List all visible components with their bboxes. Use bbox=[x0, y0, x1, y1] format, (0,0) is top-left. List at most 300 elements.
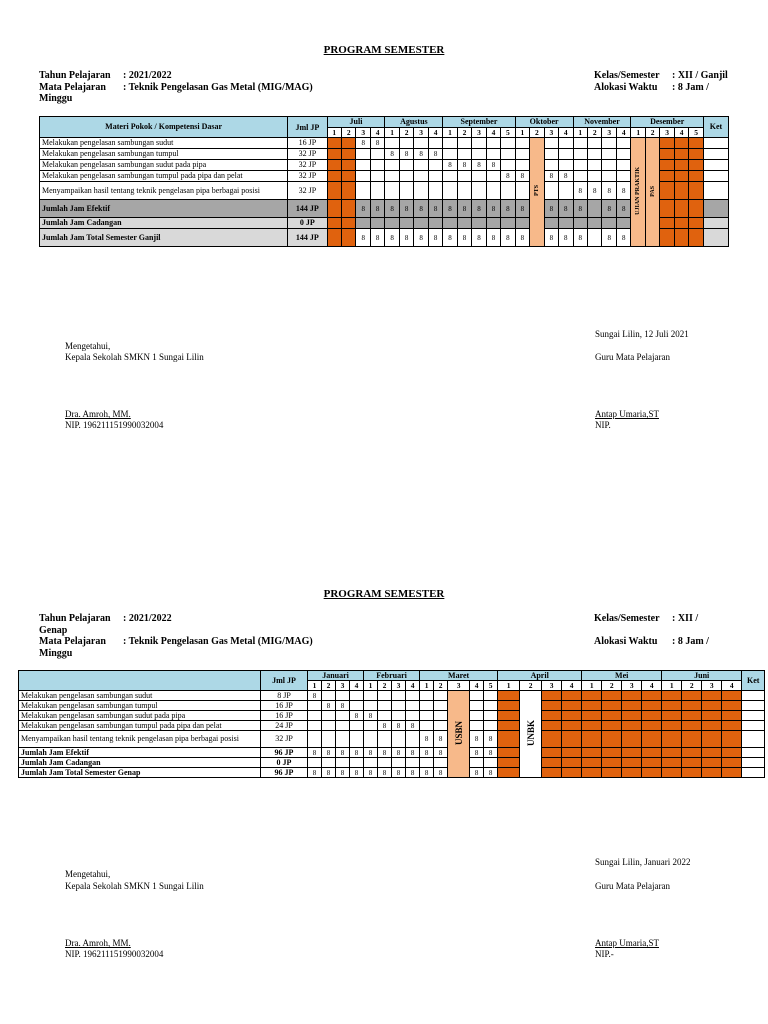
sem2-week-cell: 8 bbox=[470, 748, 484, 758]
sem1-ket-cell bbox=[703, 218, 728, 229]
sem2-week-cell: 8 bbox=[434, 731, 448, 748]
sem2-week-cell bbox=[406, 711, 420, 721]
sem1-week-cell bbox=[660, 138, 674, 149]
sem1-week-cell bbox=[559, 218, 573, 229]
sem1-week-cell: 8 bbox=[515, 200, 529, 218]
sem2-week-header: 2 bbox=[322, 681, 336, 691]
sem1-month-november: November bbox=[573, 117, 631, 128]
sem1-week-cell bbox=[457, 138, 471, 149]
sem2-month-februari: Februari bbox=[364, 671, 420, 681]
sem2-week-cell bbox=[622, 711, 642, 721]
sem2-kepala-nip: NIP. 196211151990032004 bbox=[65, 949, 164, 959]
sem1-week-cell: 8 bbox=[414, 229, 428, 247]
sem2-week-header: 1 bbox=[498, 681, 520, 691]
sem1-summary-label: Jumlah Jam Total Semester Ganjil bbox=[40, 229, 288, 247]
sem2-week-cell bbox=[322, 721, 336, 731]
sem2-week-cell bbox=[602, 758, 622, 768]
sem2-week-cell bbox=[364, 758, 378, 768]
sem1-week-cell: 8 bbox=[602, 200, 616, 218]
sem1-week-header: 3 bbox=[356, 128, 370, 138]
sem1-week-header: 2 bbox=[588, 128, 602, 138]
sem1-week-cell bbox=[689, 149, 704, 160]
sem2-month-januari: Januari bbox=[308, 671, 364, 681]
sem2-guru-nip: NIP.- bbox=[595, 949, 614, 959]
sem2-week-cell bbox=[336, 758, 350, 768]
sem2-week-header: 3 bbox=[542, 681, 562, 691]
sem1-week-cell bbox=[602, 160, 616, 171]
sem1-materi-cell: Melakukan pengelasan sambungan tumpul bbox=[40, 149, 288, 160]
sem2-week-cell bbox=[582, 731, 602, 748]
sem1-month-september: September bbox=[443, 117, 515, 128]
sem1-week-cell bbox=[472, 171, 486, 182]
sem2-week-cell bbox=[484, 721, 498, 731]
sem1-week-header: 1 bbox=[385, 128, 399, 138]
sem2-week-cell bbox=[350, 731, 364, 748]
sem1-week-cell bbox=[356, 218, 370, 229]
sem1-week-cell bbox=[486, 182, 500, 200]
sem2-week-cell bbox=[682, 721, 702, 731]
sem2-week-cell bbox=[642, 701, 662, 711]
sem2-week-cell: 8 bbox=[392, 721, 406, 731]
sem2-week-cell: 8 bbox=[470, 768, 484, 778]
sem2-ket-cell bbox=[742, 711, 765, 721]
sem2-week-cell bbox=[642, 711, 662, 721]
sem1-week-cell bbox=[341, 218, 355, 229]
sem1-week-cell bbox=[588, 229, 602, 247]
sem2-week-cell bbox=[642, 731, 662, 748]
sem1-week-cell bbox=[660, 149, 674, 160]
sem2-jp-cell: 24 JP bbox=[261, 721, 308, 731]
sem1-jp-cell: 0 JP bbox=[288, 218, 327, 229]
sem1-pas-label: PAS bbox=[649, 185, 656, 197]
sem2-week-header: 1 bbox=[662, 681, 682, 691]
sem2-week-cell bbox=[322, 731, 336, 748]
sem2-week-cell: 8 bbox=[364, 768, 378, 778]
sem1-jp-cell: 144 JP bbox=[288, 229, 327, 247]
sem1-week-cell bbox=[515, 182, 529, 200]
sem1-week-cell bbox=[674, 160, 688, 171]
sem1-week-header: 3 bbox=[660, 128, 674, 138]
sem2-week-cell bbox=[542, 691, 562, 701]
sem2-week-header: 3 bbox=[448, 681, 470, 691]
sem2-week-cell bbox=[582, 758, 602, 768]
sem2-guru-name: Antap Umaria,ST bbox=[595, 938, 659, 948]
sem1-week-cell: 8 bbox=[428, 149, 442, 160]
sem2-week-cell bbox=[582, 691, 602, 701]
sem1-week-cell bbox=[472, 149, 486, 160]
sem2-col-ket: Ket bbox=[742, 671, 765, 691]
sem2-week-cell bbox=[434, 711, 448, 721]
sem1-materi-cell: Menyampaikan hasil tentang teknik pengelasan pipa berbagai posisi bbox=[40, 182, 288, 200]
sem2-week-cell bbox=[642, 768, 662, 778]
sem1-week-cell: 8 bbox=[515, 229, 529, 247]
sem2-alokasi-value: : 8 Jam / bbox=[672, 636, 709, 647]
sem1-week-cell bbox=[660, 171, 674, 182]
sem2-week-cell: 8 bbox=[378, 721, 392, 731]
sem2-week-cell bbox=[682, 711, 702, 721]
sem1-week-cell bbox=[588, 138, 602, 149]
sem1-guru: Guru Mata Pelajaran bbox=[595, 352, 670, 362]
sem2-week-cell bbox=[702, 768, 722, 778]
sem1-week-cell: 8 bbox=[544, 229, 558, 247]
sem1-tahun-label: Tahun Pelajaran bbox=[39, 70, 111, 81]
sem2-week-cell bbox=[722, 711, 742, 721]
sem1-week-cell bbox=[385, 218, 399, 229]
sem1-week-cell: 8 bbox=[515, 171, 529, 182]
sem1-mapel-value: : Teknik Pengelasan Gas Metal (MIG/MAG) bbox=[123, 81, 313, 93]
sem2-week-cell bbox=[722, 721, 742, 731]
sem1-week-cell bbox=[544, 182, 558, 200]
sem2-mapel-label: Mata Pelajaran bbox=[39, 636, 106, 647]
sem2-week-cell bbox=[642, 721, 662, 731]
sem1-week-cell bbox=[616, 138, 631, 149]
sem1-week-cell bbox=[443, 182, 457, 200]
sem2-tahun-label: Tahun Pelajaran bbox=[39, 613, 111, 624]
sem1-week-cell bbox=[674, 138, 688, 149]
sem1-week-cell: 8 bbox=[573, 229, 587, 247]
sem2-week-cell bbox=[470, 711, 484, 721]
sem1-week-cell: 8 bbox=[370, 200, 385, 218]
sem1-week-cell: 8 bbox=[428, 229, 442, 247]
sem1-week-cell: 8 bbox=[443, 200, 457, 218]
sem2-week-cell bbox=[582, 748, 602, 758]
sem2-week-cell bbox=[702, 748, 722, 758]
sem1-week-cell: 8 bbox=[486, 229, 500, 247]
sem1-alokasi-value: : 8 Jam / bbox=[672, 81, 709, 93]
sem1-week-cell: 8 bbox=[501, 171, 515, 182]
sem2-ket-cell bbox=[742, 768, 765, 778]
sem1-week-cell bbox=[327, 200, 341, 218]
sem2-week-cell bbox=[470, 758, 484, 768]
sem1-week-cell: 8 bbox=[370, 138, 385, 149]
sem2-week-cell: 8 bbox=[308, 768, 322, 778]
sem1-week-cell bbox=[443, 138, 457, 149]
sem2-month-mei: Mei bbox=[582, 671, 662, 681]
sem1-week-cell bbox=[660, 160, 674, 171]
sem1-week-header: 2 bbox=[457, 128, 471, 138]
sem1-week-cell bbox=[327, 182, 341, 200]
sem2-week-cell: 8 bbox=[392, 748, 406, 758]
sem1-week-cell bbox=[443, 171, 457, 182]
sem2-week-cell bbox=[392, 758, 406, 768]
sem2-week-cell bbox=[406, 691, 420, 701]
sem1-week-cell: 8 bbox=[602, 182, 616, 200]
sem2-week-cell bbox=[642, 691, 662, 701]
sem1-week-header: 2 bbox=[645, 128, 659, 138]
sem2-week-cell bbox=[722, 748, 742, 758]
sem1-week-cell bbox=[443, 149, 457, 160]
sem1-jp-cell: 32 JP bbox=[288, 160, 327, 171]
sem2-week-cell bbox=[602, 721, 622, 731]
sem2-week-cell bbox=[392, 731, 406, 748]
sem2-week-cell bbox=[542, 701, 562, 711]
sem1-week-cell: 8 bbox=[472, 200, 486, 218]
sem2-week-cell bbox=[322, 711, 336, 721]
sem1-week-header: 3 bbox=[414, 128, 428, 138]
sem1-mengetahui: Mengetahui, bbox=[65, 341, 111, 351]
sem1-week-cell bbox=[428, 138, 442, 149]
sem2-materi-cell: Melakukan pengelasan sambungan tumpul pada pipa dan pelat bbox=[19, 721, 261, 731]
sem1-week-cell bbox=[602, 138, 616, 149]
sem1-week-cell: 8 bbox=[472, 160, 486, 171]
sem2-week-cell: 8 bbox=[420, 748, 434, 758]
sem2-week-cell bbox=[682, 748, 702, 758]
sem2-week-cell bbox=[622, 768, 642, 778]
sem1-week-cell bbox=[399, 218, 413, 229]
sem1-week-cell bbox=[616, 171, 631, 182]
sem1-week-cell: 8 bbox=[501, 200, 515, 218]
sem1-title: PROGRAM SEMESTER bbox=[323, 44, 445, 56]
sem1-week-cell bbox=[457, 218, 471, 229]
sem1-week-cell bbox=[356, 182, 370, 200]
sem1-week-cell bbox=[341, 200, 355, 218]
sem2-week-cell bbox=[350, 691, 364, 701]
sem2-week-cell: 8 bbox=[484, 768, 498, 778]
sem2-week-header: 3 bbox=[622, 681, 642, 691]
sem1-week-cell bbox=[573, 171, 587, 182]
sem1-week-cell bbox=[370, 218, 385, 229]
sem1-week-cell bbox=[573, 160, 587, 171]
sem1-week-header: 1 bbox=[631, 128, 645, 138]
sem2-week-cell bbox=[308, 731, 322, 748]
sem2-week-cell: 8 bbox=[484, 748, 498, 758]
sem1-week-cell: 8 bbox=[428, 200, 442, 218]
sem2-week-cell bbox=[308, 701, 322, 711]
sem2-week-header: 4 bbox=[350, 681, 364, 691]
sem1-week-cell bbox=[399, 171, 413, 182]
sem2-ket-cell bbox=[742, 721, 765, 731]
sem1-week-cell bbox=[689, 218, 704, 229]
sem1-materi-cell: Melakukan pengelasan sambungan sudut bbox=[40, 138, 288, 149]
sem2-week-cell bbox=[434, 701, 448, 711]
sem1-week-cell bbox=[674, 200, 688, 218]
sem1-week-cell bbox=[341, 171, 355, 182]
sem1-week-cell: 8 bbox=[385, 149, 399, 160]
sem1-week-cell bbox=[385, 171, 399, 182]
sem2-week-cell: 8 bbox=[364, 748, 378, 758]
sem2-week-cell bbox=[434, 758, 448, 768]
sem1-week-cell bbox=[515, 218, 529, 229]
sem2-week-cell bbox=[470, 701, 484, 711]
sem2-week-cell bbox=[662, 701, 682, 711]
sem1-week-cell bbox=[660, 229, 674, 247]
sem1-week-header: 4 bbox=[674, 128, 688, 138]
sem2-ket-cell bbox=[742, 691, 765, 701]
sem2-week-cell bbox=[498, 701, 520, 711]
sem1-week-cell bbox=[544, 218, 558, 229]
sem2-week-cell bbox=[336, 731, 350, 748]
sem1-week-header: 4 bbox=[486, 128, 500, 138]
sem1-week-cell bbox=[414, 138, 428, 149]
sem2-week-header: 4 bbox=[406, 681, 420, 691]
sem1-kepala-nip: NIP. 196211151990032004 bbox=[65, 420, 164, 430]
sem2-week-cell bbox=[434, 721, 448, 731]
sem2-week-cell bbox=[542, 768, 562, 778]
sem1-week-cell: 8 bbox=[399, 200, 413, 218]
sem1-week-cell bbox=[559, 160, 573, 171]
sem2-jp-cell: 0 JP bbox=[261, 758, 308, 768]
sem2-week-cell bbox=[562, 711, 582, 721]
sem2-week-header: 2 bbox=[682, 681, 702, 691]
sem1-week-cell bbox=[501, 182, 515, 200]
sem2-week-header: 1 bbox=[308, 681, 322, 691]
sem1-week-cell bbox=[660, 182, 674, 200]
sem1-week-cell bbox=[660, 218, 674, 229]
sem1-week-cell bbox=[486, 218, 500, 229]
sem2-week-header: 1 bbox=[364, 681, 378, 691]
sem1-ket-cell bbox=[703, 171, 728, 182]
sem2-week-cell: 8 bbox=[392, 768, 406, 778]
sem1-week-cell bbox=[559, 182, 573, 200]
sem1-week-cell: 8 bbox=[414, 200, 428, 218]
sem1-week-cell bbox=[414, 218, 428, 229]
sem1-week-cell: 8 bbox=[385, 200, 399, 218]
sem1-schedule-table bbox=[39, 116, 729, 247]
sem1-week-cell: 8 bbox=[588, 182, 602, 200]
sem2-week-header: 2 bbox=[520, 681, 542, 691]
sem1-week-cell bbox=[341, 229, 355, 247]
sem2-week-cell bbox=[562, 701, 582, 711]
sem1-week-cell: 8 bbox=[602, 229, 616, 247]
sem2-week-header: 2 bbox=[378, 681, 392, 691]
sem1-ket-cell bbox=[703, 182, 728, 200]
sem1-place-date: Sungai Lilin, 12 Juli 2021 bbox=[595, 329, 689, 339]
sem2-week-header: 2 bbox=[602, 681, 622, 691]
sem1-week-cell bbox=[689, 138, 704, 149]
sem2-week-cell bbox=[562, 731, 582, 748]
sem1-week-cell: 8 bbox=[457, 200, 471, 218]
sem1-week-cell bbox=[385, 182, 399, 200]
sem2-week-cell: 8 bbox=[350, 768, 364, 778]
sem1-week-header: 4 bbox=[559, 128, 573, 138]
sem2-week-cell bbox=[378, 701, 392, 711]
sem2-header-right bbox=[594, 613, 709, 648]
sem2-week-header: 4 bbox=[722, 681, 742, 691]
sem2-week-cell bbox=[308, 758, 322, 768]
sem1-week-cell: 8 bbox=[399, 149, 413, 160]
sem2-week-cell bbox=[364, 701, 378, 711]
sem2-week-header: 1 bbox=[420, 681, 434, 691]
sem2-alokasi-label: Alokasi Waktu bbox=[594, 636, 658, 647]
sem2-week-cell: 8 bbox=[406, 748, 420, 758]
sem1-week-cell bbox=[327, 149, 341, 160]
sem1-jp-cell: 16 JP bbox=[288, 138, 327, 149]
sem1-header-right bbox=[594, 70, 728, 93]
sem2-week-cell bbox=[350, 758, 364, 768]
sem2-week-cell bbox=[662, 748, 682, 758]
sem2-week-cell: 8 bbox=[406, 768, 420, 778]
sem1-col-materi: Materi Pokok / Kompetensi Dasar bbox=[40, 117, 288, 138]
sem2-week-cell bbox=[470, 691, 484, 701]
sem2-week-cell: 8 bbox=[308, 691, 322, 701]
sem2-week-header: 5 bbox=[484, 681, 498, 691]
sem1-week-cell bbox=[341, 160, 355, 171]
sem2-week-cell bbox=[722, 768, 742, 778]
sem2-week-cell: 8 bbox=[322, 701, 336, 711]
sem2-week-cell bbox=[498, 721, 520, 731]
sem2-col-materi bbox=[19, 671, 261, 691]
sem2-week-cell bbox=[722, 691, 742, 701]
sem1-week-cell: 8 bbox=[559, 229, 573, 247]
sem1-week-cell bbox=[559, 149, 573, 160]
sem1-ket-cell bbox=[703, 160, 728, 171]
sem1-week-cell bbox=[501, 218, 515, 229]
sem1-kelas-value: : XII / Ganjil bbox=[672, 70, 728, 81]
sem1-week-cell bbox=[674, 149, 688, 160]
sem2-week-cell: 8 bbox=[336, 701, 350, 711]
sem1-week-cell: 8 bbox=[544, 171, 558, 182]
sem2-week-cell: 8 bbox=[420, 731, 434, 748]
sem1-week-cell bbox=[559, 138, 573, 149]
sem1-week-cell bbox=[370, 149, 385, 160]
sem2-mengetahui: Mengetahui, bbox=[65, 869, 111, 879]
sem1-week-cell bbox=[602, 171, 616, 182]
sem2-schedule-table bbox=[18, 670, 765, 778]
sem1-week-cell: 8 bbox=[457, 229, 471, 247]
sem1-week-cell bbox=[370, 160, 385, 171]
sem2-week-cell bbox=[542, 758, 562, 768]
sem2-week-cell: 8 bbox=[434, 768, 448, 778]
sem2-kelas-value: : XII / bbox=[672, 613, 699, 624]
sem2-week-cell bbox=[378, 758, 392, 768]
sem2-ket-cell bbox=[742, 701, 765, 711]
sem1-minggu: Minggu bbox=[39, 93, 73, 104]
sem1-week-cell bbox=[602, 149, 616, 160]
sem2-week-cell bbox=[498, 748, 520, 758]
sem2-week-cell bbox=[682, 701, 702, 711]
sem1-ujian-column bbox=[631, 138, 645, 247]
sem2-week-cell bbox=[406, 701, 420, 711]
sem1-week-cell bbox=[501, 149, 515, 160]
sem1-jp-cell: 144 JP bbox=[288, 200, 327, 218]
sem1-week-cell: 8 bbox=[443, 229, 457, 247]
sem1-week-cell bbox=[515, 149, 529, 160]
sem1-week-cell bbox=[544, 138, 558, 149]
sem1-ket-cell bbox=[703, 200, 728, 218]
sem2-unbk-label: UNBK bbox=[525, 719, 536, 746]
sem2-week-cell bbox=[702, 721, 722, 731]
sem1-week-cell bbox=[573, 149, 587, 160]
sem1-week-cell: 8 bbox=[486, 200, 500, 218]
sem2-week-header: 4 bbox=[562, 681, 582, 691]
sem1-week-cell: 8 bbox=[356, 138, 370, 149]
sem2-week-cell bbox=[350, 701, 364, 711]
sem1-ket-cell bbox=[703, 138, 728, 149]
sem1-pts-label: PTS bbox=[533, 185, 540, 197]
sem2-week-cell bbox=[392, 701, 406, 711]
sem2-week-cell bbox=[498, 711, 520, 721]
sem2-week-cell: 8 bbox=[434, 748, 448, 758]
sem1-mapel-label: Mata Pelajaran bbox=[39, 81, 106, 93]
sem1-week-header: 1 bbox=[327, 128, 341, 138]
sem2-week-cell bbox=[364, 691, 378, 701]
sem2-week-header: 3 bbox=[336, 681, 350, 691]
sem1-header-left bbox=[39, 70, 313, 105]
sem1-week-cell bbox=[399, 182, 413, 200]
sem2-week-cell: 8 bbox=[406, 721, 420, 731]
sem1-week-cell bbox=[515, 160, 529, 171]
sem2-week-cell bbox=[420, 711, 434, 721]
sem2-week-cell bbox=[622, 748, 642, 758]
sem2-week-cell bbox=[682, 758, 702, 768]
sem1-week-header: 3 bbox=[544, 128, 558, 138]
sem2-kepala-name: Dra. Amroh, MM. bbox=[65, 938, 131, 948]
sem1-week-cell bbox=[428, 171, 442, 182]
sem2-title: PROGRAM SEMESTER bbox=[323, 588, 445, 600]
sem2-week-cell bbox=[308, 711, 322, 721]
sem1-week-cell bbox=[486, 149, 500, 160]
sem1-week-cell bbox=[414, 160, 428, 171]
